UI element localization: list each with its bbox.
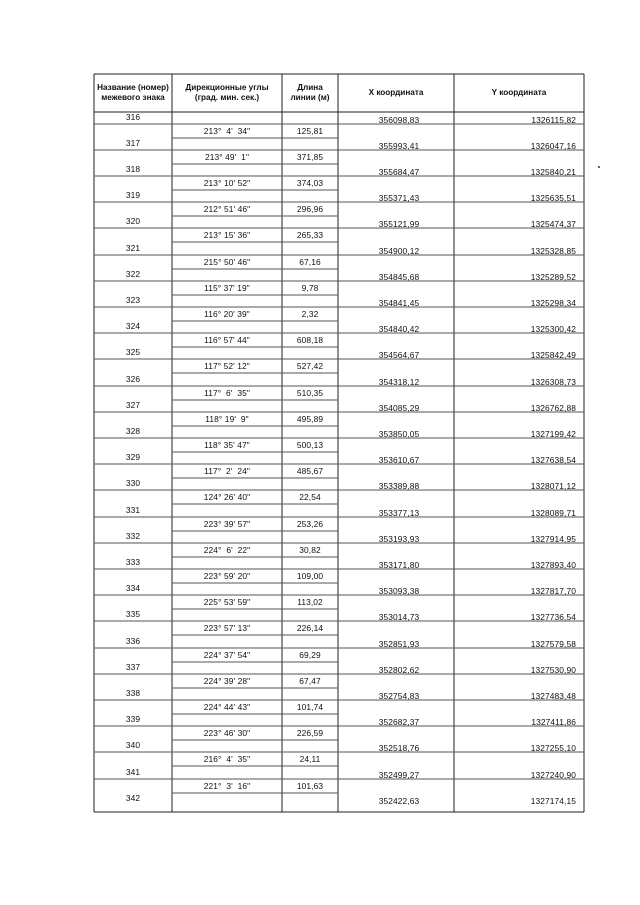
direction-angle: 223° 39' 57": [203, 519, 251, 529]
line-length: 67,16: [299, 257, 321, 267]
line-length: 226,59: [296, 728, 324, 738]
y-coordinate: 1326115,82: [531, 115, 576, 125]
y-coordinate: 1325635,51: [530, 193, 576, 203]
line-length: 608,18: [296, 335, 324, 345]
header-angle: [172, 74, 282, 112]
line-length: 101,63: [296, 781, 324, 791]
x-coordinate: 352754,83: [378, 691, 420, 701]
line-length: 109,00: [296, 571, 324, 581]
header-name-line1: Название (номер): [97, 83, 169, 92]
x-coordinate: 353193,93: [378, 534, 420, 544]
line-length: 125,81: [296, 126, 324, 136]
y-coordinate: 1325300,42: [530, 324, 576, 334]
x-coordinate: 352499,27: [378, 770, 420, 780]
direction-angle: 212° 51' 46": [203, 204, 251, 214]
direction-angle: 223° 57' 13": [203, 623, 251, 633]
point-number: 328: [125, 426, 141, 436]
x-coordinate: 352518,76: [378, 743, 420, 753]
x-coordinate: 353377,13: [378, 508, 420, 518]
line-length: 30,82: [299, 545, 321, 555]
point-number: 321: [125, 243, 141, 253]
direction-angle: 224° 37' 54": [203, 650, 251, 660]
x-coordinate: 356098,83: [378, 115, 420, 125]
line-length: 67,47: [299, 676, 321, 686]
y-coordinate: 1327893,40: [530, 560, 576, 570]
header-length-line1: Длина: [297, 83, 323, 92]
point-number: 338: [125, 688, 141, 698]
x-coordinate: 352422,63: [378, 796, 420, 806]
line-length: 101,74: [296, 702, 324, 712]
direction-angle: 213° 10' 52": [203, 178, 251, 188]
header-angle-line1: Дирекционные углы: [185, 83, 269, 92]
y-coordinate: 1327579,58: [530, 639, 576, 649]
line-length: 226,14: [296, 623, 324, 633]
line-length: 22,54: [299, 492, 321, 502]
point-number: 319: [125, 190, 141, 200]
direction-angle: 116° 20' 39": [204, 309, 250, 319]
x-coordinate: 353389,88: [378, 481, 420, 491]
point-number: 322: [125, 269, 141, 279]
line-length: 253,26: [296, 519, 324, 529]
x-coordinate: 354900,12: [378, 246, 420, 256]
direction-angle: 221° 3' 16": [203, 781, 251, 791]
x-coordinate: 354845,68: [378, 272, 420, 282]
direction-angle: 213° 15' 36": [203, 230, 251, 240]
y-coordinate: 1325328,85: [530, 246, 576, 256]
direction-angle: 117° 6' 35": [204, 388, 250, 398]
y-coordinate: 1327914,95: [530, 534, 576, 544]
header-length-line2: линии (м): [290, 93, 330, 102]
header-angle-line2: (град. мин. сек.): [194, 93, 260, 102]
y-coordinate: 1325474,37: [530, 219, 576, 229]
direction-angle: 116° 57' 44": [204, 335, 250, 345]
line-length: 527,42: [296, 361, 324, 371]
line-length: 500,13: [296, 440, 324, 450]
y-coordinate: 1327483,48: [530, 691, 576, 701]
header-y: Y координата: [491, 88, 547, 97]
point-number: 325: [125, 347, 141, 357]
y-coordinate: 1325289,52: [530, 272, 576, 282]
line-length: 371,85: [296, 152, 324, 162]
y-coordinate: 1328071,12: [530, 481, 576, 491]
x-coordinate: 355371,43: [378, 193, 420, 203]
point-number: 330: [125, 478, 141, 488]
y-coordinate: 1327817,70: [530, 586, 576, 596]
point-number: 333: [125, 557, 141, 567]
point-number: 329: [125, 452, 141, 462]
line-length: 374,03: [296, 178, 324, 188]
y-coordinate: 1325298,34: [530, 298, 576, 308]
direction-angle: 223° 59' 20": [203, 571, 251, 581]
y-coordinate: 1327638,54: [530, 455, 576, 465]
x-coordinate: 355684,47: [378, 167, 420, 177]
direction-angle: 224° 6' 22": [203, 545, 251, 555]
direction-angle: 118° 35' 47": [204, 440, 250, 450]
x-coordinate: 353093,38: [378, 586, 420, 596]
y-coordinate: 1326308,73: [530, 377, 576, 387]
point-number: 318: [125, 164, 141, 174]
point-number: 336: [125, 636, 141, 646]
line-length: 265,33: [296, 230, 324, 240]
margin-mark: [598, 166, 600, 168]
line-length: 296,96: [296, 204, 324, 214]
point-number: 323: [125, 295, 141, 305]
direction-angle: 118° 19' 9": [205, 414, 249, 424]
direction-angle: 213° 4' 34": [203, 126, 251, 136]
line-length: 485,67: [296, 466, 324, 476]
direction-angle: 124° 26' 40": [203, 492, 251, 502]
direction-angle: 215° 50' 46": [203, 257, 251, 267]
line-length: 495,89: [296, 414, 324, 424]
point-number: 339: [125, 714, 141, 724]
point-number: 317: [125, 138, 141, 148]
point-number: 335: [125, 609, 141, 619]
point-number: 324: [125, 321, 141, 331]
direction-angle: 117° 52' 12": [204, 361, 250, 371]
x-coordinate: 354840,42: [378, 324, 420, 334]
point-number: 331: [125, 505, 141, 515]
direction-angle: 117° 2' 24": [204, 466, 250, 476]
x-coordinate: 355993,41: [378, 141, 420, 151]
x-coordinate: 352682,37: [378, 717, 420, 727]
header-x: X координата: [368, 88, 424, 97]
line-length: 24,11: [299, 754, 321, 764]
x-coordinate: 354318,12: [378, 377, 420, 387]
y-coordinate: 1327174,15: [530, 796, 576, 806]
point-number: 341: [125, 767, 141, 777]
header-name-line2: межевого знака: [101, 93, 165, 102]
line-length: 2,32: [301, 309, 319, 319]
x-coordinate: 352802,62: [378, 665, 420, 675]
point-number: 320: [125, 216, 141, 226]
direction-angle: 224° 44' 43": [203, 702, 251, 712]
x-coordinate: 353171,80: [378, 560, 420, 570]
x-coordinate: 354085,29: [378, 403, 420, 413]
y-coordinate: 1327240,90: [530, 770, 576, 780]
point-number: 340: [125, 740, 141, 750]
y-coordinate: 1328089,71: [530, 508, 576, 518]
point-number: 316: [125, 112, 141, 122]
y-coordinate: 1325842,49: [530, 350, 576, 360]
y-coordinate: 1327530,90: [530, 665, 576, 675]
header-name: [94, 74, 172, 112]
line-length: 510,35: [296, 388, 324, 398]
x-coordinate: 353610,67: [378, 455, 420, 465]
direction-angle: 224° 39' 28": [203, 676, 251, 686]
x-coordinate: 354564,67: [378, 350, 420, 360]
x-coordinate: 354841,45: [378, 298, 420, 308]
y-coordinate: 1326047,16: [530, 141, 576, 151]
y-coordinate: 1327199,42: [530, 429, 576, 439]
point-number: 337: [125, 662, 141, 672]
x-coordinate: 353850,05: [378, 429, 420, 439]
x-coordinate: 352851,93: [378, 639, 420, 649]
y-coordinate: 1327736,54: [530, 612, 576, 622]
point-number: 342: [125, 793, 141, 803]
y-coordinate: 1325840,21: [530, 167, 576, 177]
point-number: 332: [125, 531, 141, 541]
y-coordinate: 1327255,10: [530, 743, 576, 753]
y-coordinate: 1326762,88: [530, 403, 576, 413]
header-length: [282, 74, 338, 112]
point-number: 326: [125, 374, 141, 384]
direction-angle: 213° 49' 1": [204, 152, 250, 162]
line-length: 9,78: [301, 283, 319, 293]
line-length: 69,29: [299, 650, 321, 660]
x-coordinate: 353014,73: [378, 612, 420, 622]
direction-angle: 216° 4' 35": [203, 754, 251, 764]
x-coordinate: 355121,99: [378, 219, 420, 229]
direction-angle: 225° 53' 59": [203, 597, 251, 607]
direction-angle: 115° 37' 19": [204, 283, 250, 293]
point-number: 334: [125, 583, 141, 593]
y-coordinate: 1327411,86: [531, 717, 576, 727]
line-length: 113,02: [297, 597, 323, 607]
point-number: 327: [125, 400, 141, 410]
direction-angle: 223° 46' 30": [203, 728, 251, 738]
